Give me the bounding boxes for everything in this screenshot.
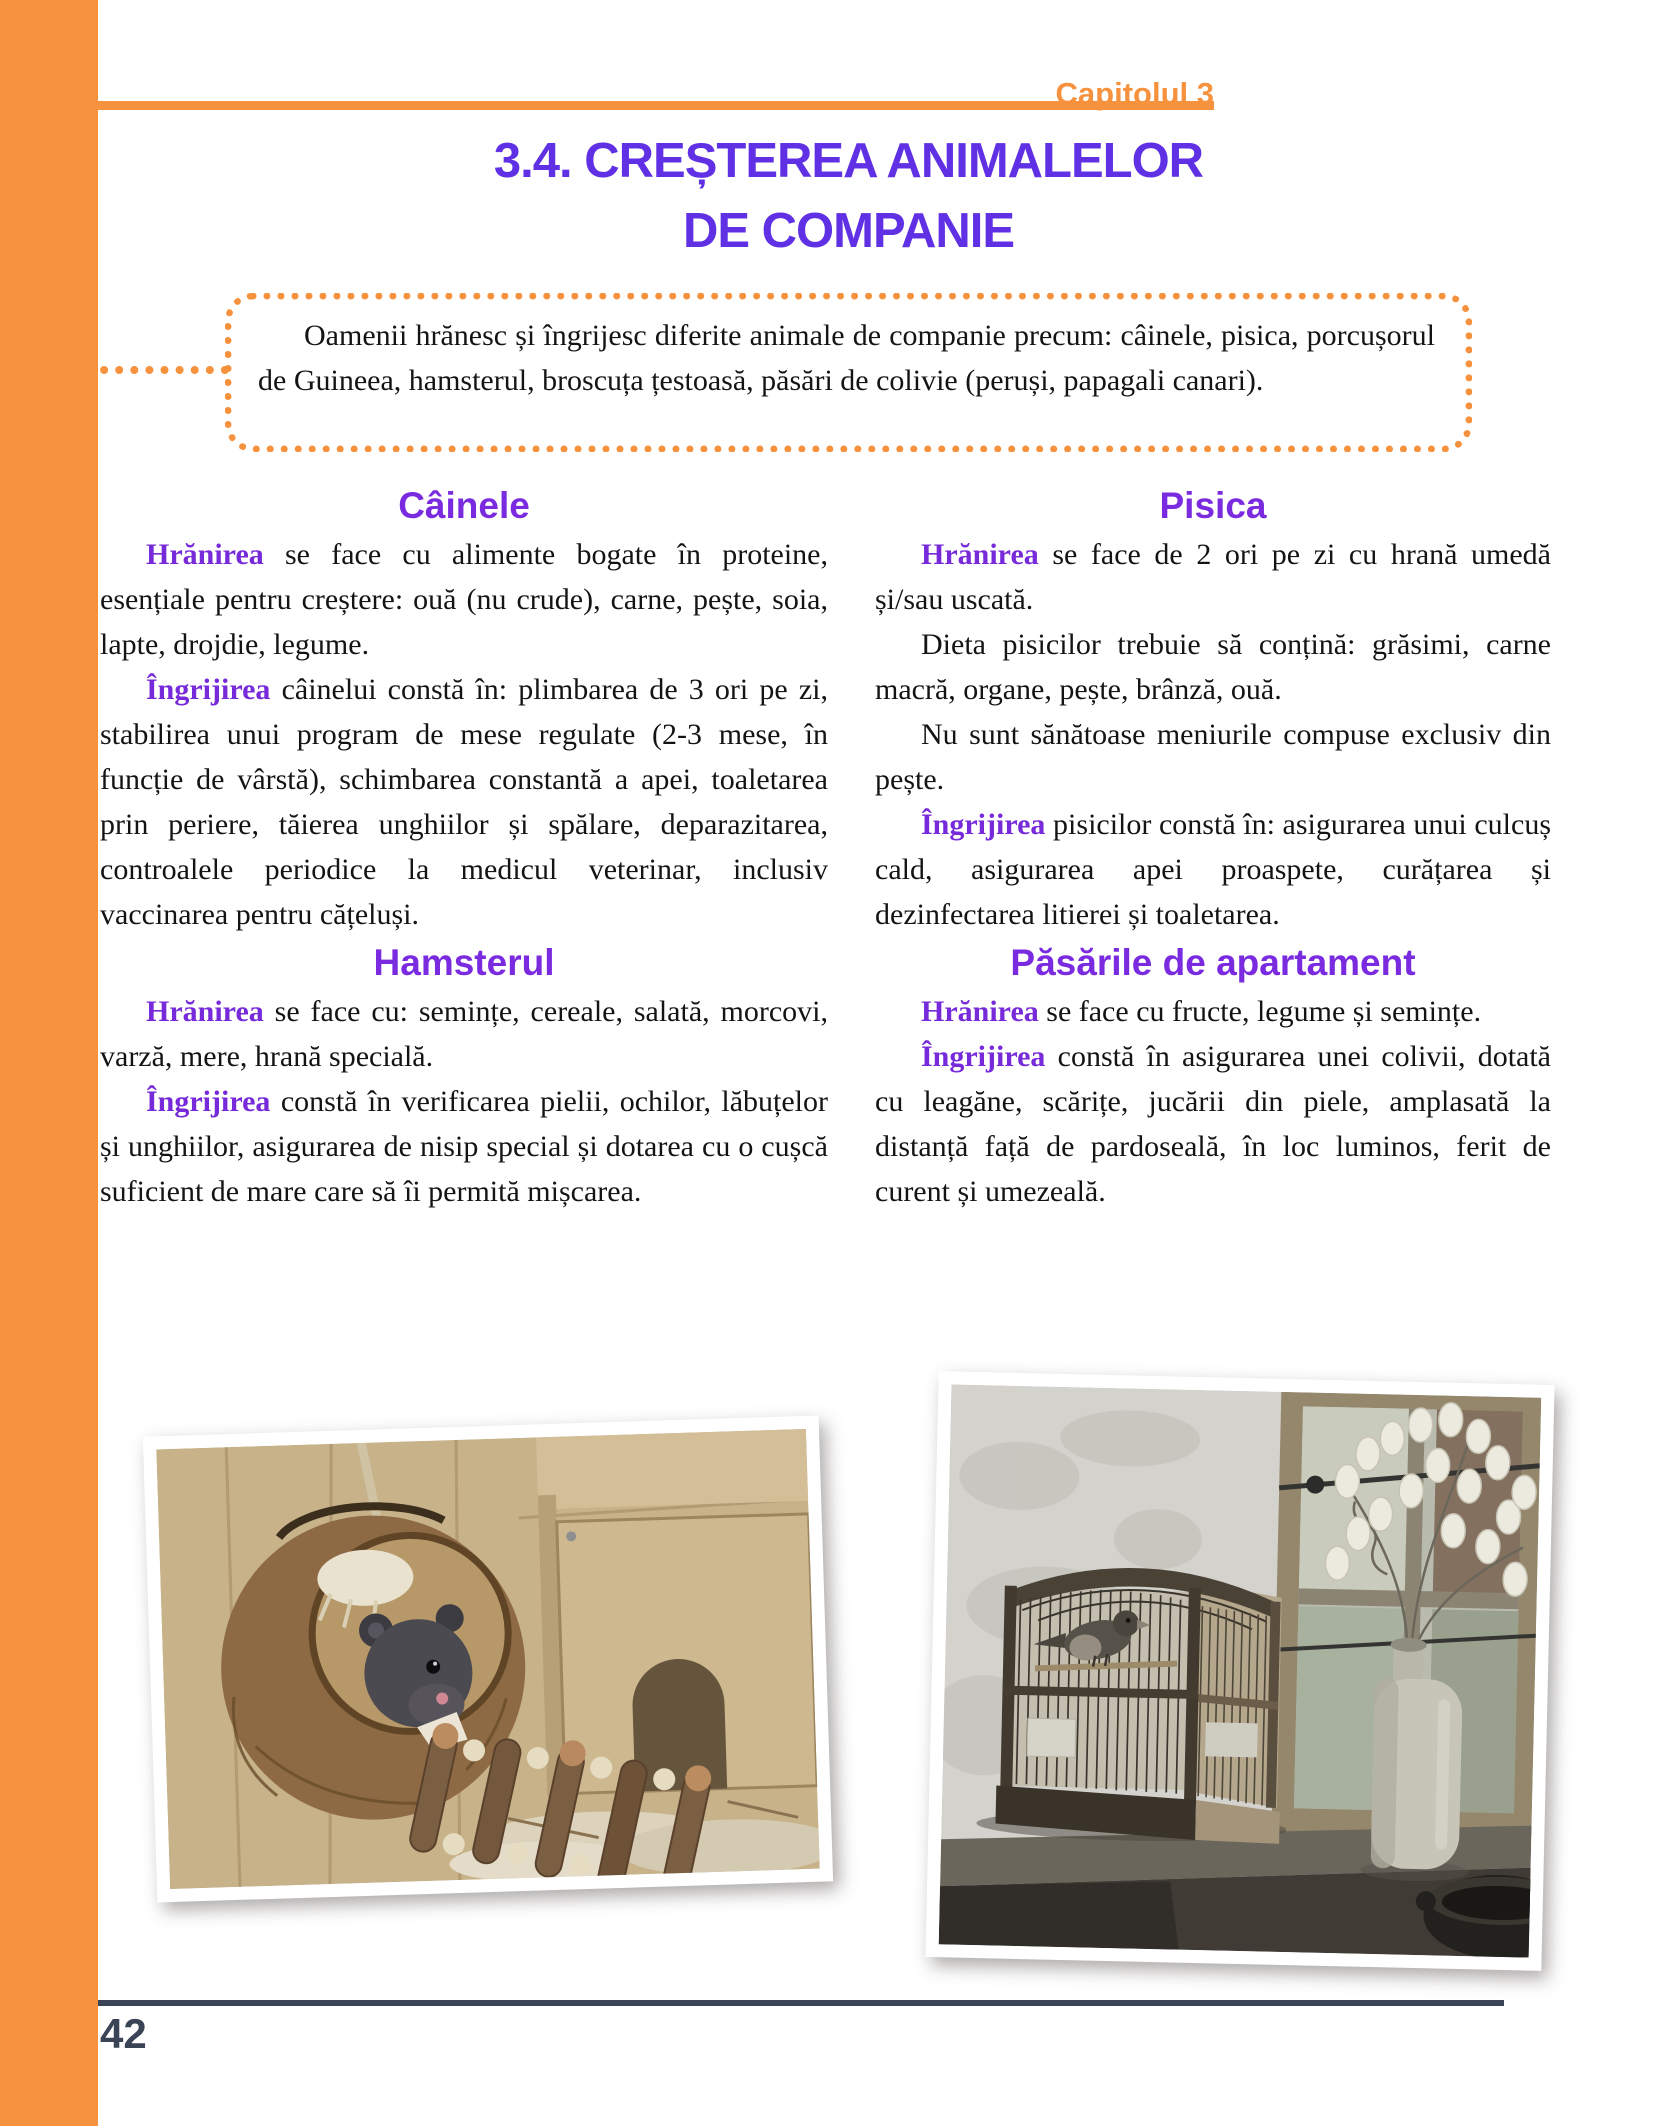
page-title <box>225 126 1472 266</box>
intro-text: Oamenii hrănesc și îngrijesc diferite animale de companie precum: câinele, pisica, porcușorul de Guineea, hamsterul, broscuța țestoasă, păsări de colivie (peruși, papagali canari). <box>258 319 1435 397</box>
lead-term: Îngrijirea <box>146 1085 271 1118</box>
column-right <box>875 480 1551 1214</box>
paragraph: Dieta pisicilor trebuie să conțină: grăsimi, carne macră, organe, pește, brânză, ouă. <box>875 628 1551 706</box>
section-heading-pasarile: Păsările de apartament <box>1010 942 1416 983</box>
paragraph <box>100 1079 828 1214</box>
cage-feeder <box>1027 1718 1076 1757</box>
paragraph <box>100 989 828 1079</box>
section-heading-hamsterul: Hamsterul <box>373 942 555 983</box>
paragraph-text: câinelui constă în: plimbarea de 3 ori pe zi, stabilirea unui program de mese regulate (2-3 mese, în funcție de vârstă), schimbarea constantă a apei, toaletarea prin periere, tăierea unghiilor și spălare, deparazitarea, controalele periodice la medicul veterinar, inclusiv vaccinarea pentru cățeluși. <box>100 673 828 931</box>
paragraph <box>875 532 1551 622</box>
orange-sidebar-band <box>0 0 98 2126</box>
paragraph <box>875 802 1551 937</box>
cage-feeder <box>1205 1722 1258 1757</box>
chapter-label: Capitolul 3 <box>1055 76 1214 111</box>
column-left <box>100 480 828 1214</box>
footer-rule <box>98 2000 1504 2006</box>
lead-term: Îngrijirea <box>921 808 1046 841</box>
hamster-photo-frame <box>143 1415 833 1902</box>
paragraph <box>100 667 828 937</box>
upper-shelf <box>536 1429 808 1509</box>
lead-term: Hrănirea <box>921 995 1039 1028</box>
sill-shadow <box>939 1876 1180 1949</box>
section-heading-cainele: Câinele <box>398 485 530 526</box>
paragraph-text: se face de 2 ori pe zi cu hrană umedă și/sau uscată. <box>875 538 1551 616</box>
intro-box <box>225 293 1472 452</box>
birdcage-photo-frame <box>925 1371 1554 1971</box>
paragraph <box>875 1034 1551 1214</box>
section-heading-pisica: Pisica <box>1159 485 1267 526</box>
paragraph-text: pisicilor constă în: asigurarea unui culcuș cald, asigurarea apei proaspete, curățarea și dezinfectarea litierei și toaletarea. <box>875 808 1551 931</box>
birdcage-photo-illustration <box>939 1384 1542 1957</box>
lead-term: Hrănirea <box>146 538 264 571</box>
paragraph: Nu sunt sănătoase meniurile compuse exclusiv din pește. <box>875 718 1551 796</box>
page-number: 42 <box>100 2010 147 2057</box>
hamster-photo-illustration <box>156 1429 820 1889</box>
lead-term: Hrănirea <box>921 538 1039 571</box>
page-title-line2: DE COMPANIE <box>682 204 1015 258</box>
page-title-line1: 3.4. CREȘTEREA ANIMALELOR <box>493 134 1204 188</box>
lead-term: Îngrijirea <box>921 1040 1046 1073</box>
paragraph-text: se face cu fructe, legume și semințe. <box>1038 995 1482 1028</box>
paragraph-text: se face cu alimente bogate în proteine, esențiale pentru creștere: ouă (nu crude), carne, pește, soia, lapte, drojdie, legume. <box>100 538 828 661</box>
lead-term: Îngrijirea <box>146 673 271 706</box>
paragraph <box>100 532 828 667</box>
paragraph-text: constă în verificarea pielii, ochilor, lăbuțelor și unghiilor, asigurarea de nisip special și dotarea cu o cușcă suficient de mare care să îi permită mișcarea. <box>100 1085 828 1208</box>
paragraph <box>875 989 1551 1034</box>
intro-box-dotted-connector <box>85 366 229 374</box>
lead-term: Hrănirea <box>146 995 264 1028</box>
paragraph-text: se face cu: semințe, cereale, salată, morcovi, varză, mere, hrană specială. <box>100 995 828 1073</box>
paragraph-text: constă în asigurarea unei colivii, dotată cu leagăne, scărițe, jucării din piele, amplasată la distanță față de pardoseală, în loc luminos, ferit de curent și umezeală. <box>875 1040 1551 1208</box>
